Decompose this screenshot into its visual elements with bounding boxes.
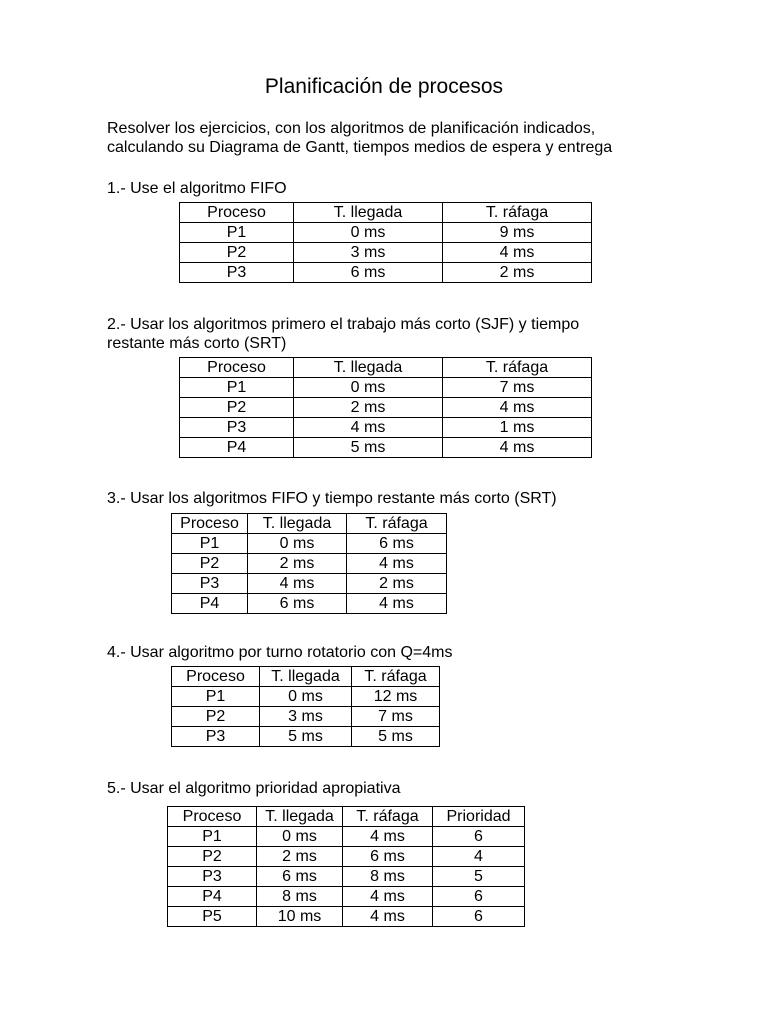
table-cell: P1 — [172, 687, 260, 707]
header-cell: T. llegada — [294, 203, 443, 223]
table-cell: P1 — [172, 534, 248, 554]
table-row — [172, 707, 440, 727]
table-cell: P3 — [172, 727, 260, 747]
heading-line: 3.- Usar los algoritmos FIFO y tiempo restante más corto (SRT) — [107, 490, 557, 507]
table-cell: 4 ms — [248, 574, 347, 594]
table-cell: 4 ms — [294, 418, 443, 438]
table-cell: 4 ms — [347, 554, 447, 574]
table-cell: 0 ms — [248, 534, 347, 554]
table-cell: 4 ms — [443, 398, 592, 418]
table-cell: 5 ms — [260, 727, 352, 747]
exercise-5-table — [167, 806, 525, 927]
table-cell: 9 ms — [443, 223, 592, 243]
table-row — [180, 223, 592, 243]
table-cell: 8 ms — [257, 887, 343, 907]
intro-paragraph — [107, 119, 612, 157]
exercise-4-table — [171, 666, 440, 747]
table-cell: 4 — [433, 847, 525, 867]
table-cell: 2 ms — [443, 263, 592, 283]
table-row — [172, 534, 447, 554]
table-row — [180, 438, 592, 458]
table-cell: 12 ms — [352, 687, 440, 707]
table-cell: 8 ms — [343, 867, 433, 887]
table-cell: 2 ms — [294, 398, 443, 418]
table-cell: 4 ms — [443, 243, 592, 263]
table-cell: P2 — [172, 707, 260, 727]
table-cell: P2 — [180, 243, 294, 263]
intro-line: Resolver los ejercicios, con los algoritmos de planificación indicados, — [107, 120, 596, 137]
table-cell: 2 ms — [347, 574, 447, 594]
table-cell: 6 ms — [257, 867, 343, 887]
table-cell: 2 ms — [257, 847, 343, 867]
table-row — [172, 554, 447, 574]
header-cell: T. ráfaga — [347, 514, 447, 534]
table-header-row — [172, 667, 440, 687]
table-header-row — [180, 358, 592, 378]
table-cell: 6 — [433, 827, 525, 847]
header-cell: Proceso — [180, 358, 294, 378]
heading-line: 5.- Usar el algoritmo prioridad apropiativa — [107, 780, 401, 797]
table-cell: 4 ms — [343, 887, 433, 907]
header-cell: T. llegada — [260, 667, 352, 687]
header-cell: Proceso — [168, 807, 257, 827]
header-cell: T. ráfaga — [443, 203, 592, 223]
exercise-3-table — [171, 513, 447, 614]
header-cell: T. llegada — [257, 807, 343, 827]
table-row — [172, 687, 440, 707]
table-cell: P2 — [172, 554, 248, 574]
table-row — [168, 827, 525, 847]
exercise-4-heading — [107, 643, 452, 662]
table-cell: P3 — [168, 867, 257, 887]
table-cell: 4 ms — [343, 907, 433, 927]
intro-line: calculando su Diagrama de Gantt, tiempos medios de espera y entrega — [107, 139, 613, 156]
table-cell: 6 ms — [248, 594, 347, 614]
table-cell: 7 ms — [443, 378, 592, 398]
table-cell: 2 ms — [248, 554, 347, 574]
exercise-3-heading — [107, 489, 557, 508]
table-row — [168, 887, 525, 907]
heading-line: restante más corto (SRT) — [107, 335, 287, 352]
table-row — [180, 263, 592, 283]
table-cell: P3 — [172, 574, 248, 594]
heading-line: 4.- Usar algoritmo por turno rotatorio con Q=4ms — [107, 644, 453, 661]
table-cell: 3 ms — [260, 707, 352, 727]
header-cell: T. llegada — [294, 358, 443, 378]
table-cell: 0 ms — [294, 223, 443, 243]
table-row — [172, 574, 447, 594]
table-cell: P2 — [168, 847, 257, 867]
header-cell: Prioridad — [433, 807, 525, 827]
table-cell: 4 ms — [343, 827, 433, 847]
header-cell: T. ráfaga — [443, 358, 592, 378]
table-cell: P4 — [168, 887, 257, 907]
table-row — [172, 594, 447, 614]
table-cell: P3 — [180, 263, 294, 283]
header-cell: T. ráfaga — [343, 807, 433, 827]
table-row — [180, 243, 592, 263]
table-cell: 6 — [433, 907, 525, 927]
table-cell: 1 ms — [443, 418, 592, 438]
table-cell: 5 — [433, 867, 525, 887]
table-row — [180, 418, 592, 438]
header-cell: Proceso — [172, 514, 248, 534]
header-cell: Proceso — [180, 203, 294, 223]
heading-line: 1.- Use el algoritmo FIFO — [107, 180, 287, 197]
table-cell: 4 ms — [347, 594, 447, 614]
table-cell: 5 ms — [294, 438, 443, 458]
table-row — [168, 867, 525, 887]
table-cell: P4 — [172, 594, 248, 614]
table-header-row — [168, 807, 525, 827]
table-header-row — [172, 514, 447, 534]
table-cell: P1 — [168, 827, 257, 847]
table-cell: 6 ms — [294, 263, 443, 283]
table-cell: 5 ms — [352, 727, 440, 747]
table-cell: P5 — [168, 907, 257, 927]
table-row — [168, 847, 525, 867]
table-cell: 10 ms — [257, 907, 343, 927]
exercise-1-table — [179, 202, 592, 283]
table-header-row — [180, 203, 592, 223]
table-cell: P1 — [180, 223, 294, 243]
header-cell: T. llegada — [248, 514, 347, 534]
heading-line: 2.- Usar los algoritmos primero el trabajo más corto (SJF) y tiempo — [107, 316, 580, 333]
table-row — [172, 727, 440, 747]
table-cell: 4 ms — [443, 438, 592, 458]
table-cell: 6 ms — [343, 847, 433, 867]
table-cell: P3 — [180, 418, 294, 438]
table-cell: 0 ms — [260, 687, 352, 707]
exercise-2-table — [179, 357, 592, 458]
table-cell: P1 — [180, 378, 294, 398]
table-cell: 7 ms — [352, 707, 440, 727]
table-cell: P4 — [180, 438, 294, 458]
page-title: Planificación de procesos — [264, 75, 504, 98]
exercise-1-heading — [107, 179, 287, 198]
exercise-2-heading — [107, 315, 579, 353]
exercise-5-heading — [107, 779, 400, 798]
table-cell: 6 ms — [347, 534, 447, 554]
table-row — [180, 378, 592, 398]
table-cell: 0 ms — [294, 378, 443, 398]
table-cell: P2 — [180, 398, 294, 418]
header-cell: Proceso — [172, 667, 260, 687]
table-cell: 6 — [433, 887, 525, 907]
table-row — [180, 398, 592, 418]
header-cell: T. ráfaga — [352, 667, 440, 687]
table-cell: 0 ms — [257, 827, 343, 847]
table-cell: 3 ms — [294, 243, 443, 263]
table-row — [168, 907, 525, 927]
